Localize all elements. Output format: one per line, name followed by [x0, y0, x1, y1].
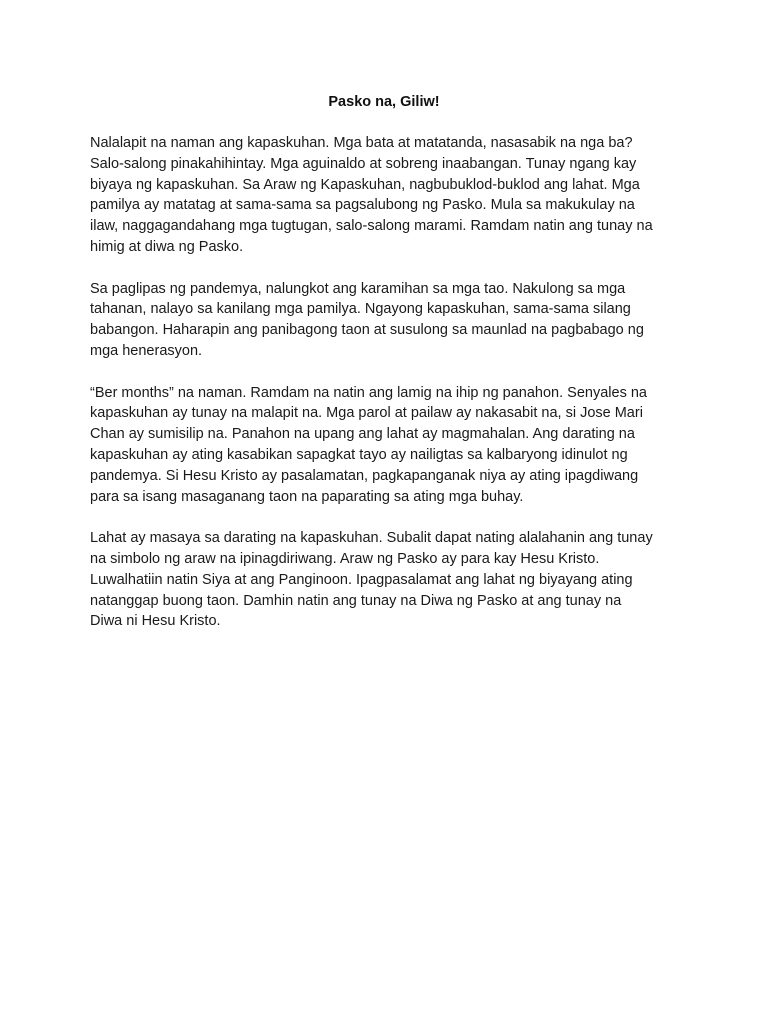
- text-line: babangon. Haharapin ang panibagong taon at susulong sa maunlad na pagbabago ng: [90, 322, 644, 339]
- text-line: kapaskuhan ay ating kasabikan sapagkat tayo ay nailigtas sa kalbaryong idinulot ng: [90, 446, 628, 463]
- paragraph-2: [90, 279, 690, 362]
- paragraph-3: [90, 383, 690, 508]
- text-line: Luwalhatiin natin Siya at ang Panginoon. Ipagpasalamat ang lahat ng biyayang ating: [90, 571, 633, 588]
- text-line: Nalalapit na naman ang kapaskuhan. Mga bata at matatanda, nasasabik na nga ba?: [90, 135, 633, 151]
- text-line: ilaw, naggagandahang mga tugtugan, salo-salong marami. Ramdam natin ang tunay na: [90, 218, 653, 235]
- text-line: na simbolo ng araw na ipinagdiriwang. Araw ng Pasko ay para kay Hesu Kristo.: [90, 550, 600, 567]
- text-line: kapaskuhan ay tunay na malapit na. Mga parol at pailaw ay nakasabit na, si Jose Mari: [90, 405, 643, 422]
- text-line: Diwa ni Hesu Kristo.: [90, 613, 221, 630]
- text-line: Sa paglipas ng pandemya, nalungkot ang karamihan sa mga tao. Nakulong sa mga: [90, 280, 626, 297]
- text-line: Chan ay sumisilip na. Panahon na upang ang lahat ay magmahalan. Ang darating na: [90, 426, 635, 443]
- text-line: para sa isang masaganang taon na paparating sa ating mga buhay.: [90, 488, 524, 505]
- text-line: biyaya ng kapaskuhan. Sa Araw ng Kapaskuhan, nagbubuklod-buklod ang lahat. Mga: [90, 176, 640, 193]
- paragraph-4: [90, 528, 690, 632]
- text-line: himig at diwa ng Pasko.: [90, 238, 244, 255]
- document-body: [90, 133, 690, 653]
- paragraph-1: [90, 133, 690, 258]
- text-line: Lahat ay masaya sa darating na kapaskuhan. Subalit dapat nating alalahanin ang tunay: [90, 530, 653, 547]
- document-title: Pasko na, Giliw!: [328, 94, 440, 110]
- text-line: pamilya ay matatag at sama-sama sa pagsalubong ng Pasko. Mula sa makukulay na: [90, 197, 635, 214]
- text-line: natanggap buong taon. Damhin natin ang tunay na Diwa ng Pasko at ang tunay na: [90, 592, 622, 609]
- text-line: mga henerasyon.: [90, 342, 203, 359]
- text-line: “Ber months” na naman. Ramdam na natin ang lamig na ihip ng panahon. Senyales na: [90, 384, 647, 401]
- text-line: tahanan, nalayo sa kanilang mga pamilya. Ngayong kapaskuhan, sama-sama silang: [90, 301, 631, 318]
- text-line: pandemya. Si Hesu Kristo ay pasalamatan, pagkapanganak niya ay ating ipagdiwang: [90, 467, 639, 484]
- text-line: Salo-salong pinakahihintay. Mga aguinaldo at sobreng inaabangan. Tunay ngang kay: [90, 155, 637, 172]
